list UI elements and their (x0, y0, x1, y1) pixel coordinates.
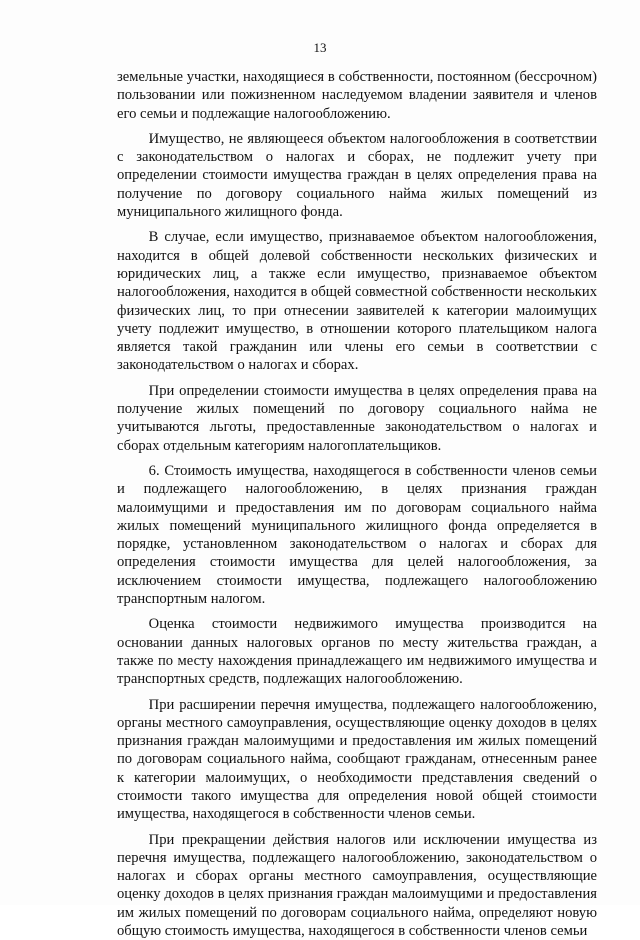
paragraph-3: В случае, если имущество, признаваемое объектом налогообложения, находится в общей долевой собственности нескольких физических и юридических лиц, а также если имущество, признаваемое объектом налогообложения, находится в общей совместной собственности нескольких физических лиц, то при отнесении заявителей к категории малоимущих учету подлежит имущество, в отношении которого плательщиком налога является такой гражданин или члены его семьи в соответствии с законодательством о налогах и сборах. (117, 229, 597, 374)
paragraph-6: Оценка стоимости недвижимого имущества производится на основании данных налоговых органов по месту жительства граждан, а также по месту нахождения принадлежащего им недвижимого имущества и транспортных средств, подлежащих налогообложению. (117, 616, 597, 688)
document-body (117, 68, 597, 940)
paragraph-5: 6. Стоимость имущества, находящегося в собственности членов семьи и подлежащего налогообложению, в целях признания граждан малоимущими и предоставления им по договорам социального найма жилых помещений муниципального жилищного фонда определяется в порядке, установленном законодательством о налогах и сборах для определения стоимости имущества для целей налогообложения, за исключением стоимости имущества, подлежащего налогообложению транспортным налогом. (117, 462, 597, 608)
page-number: 13 (313, 40, 327, 55)
paragraph-2: Имущество, не являющееся объектом налогообложения в соответствии с законодательством о налогах и сборах, не подлежит учету при определении стоимости имущества граждан в целях определения права на получение по договору социального найма жилых помещений из муниципального жилищного фонда. (117, 130, 597, 221)
paragraph-8: При прекращении действия налогов или исключении имущества из перечня имущества, подлежащего налогообложению, законодательством о налогах и сборах органы местного самоуправления, осуществляющие оценку доходов в целях признания граждан малоимущими и предоставления им жилых помещений по договорам социального найма, определяют новую общую стоимость имущества, находящегося в собственности членов семьи (117, 831, 597, 940)
paragraph-1: земельные участки, находящиеся в собственности, постоянном (бессрочном) пользовании или пожизненном наследуемом владении заявителя и членов его семьи и подлежащие налогообложению. (117, 69, 597, 122)
paragraph-7: При расширении перечня имущества, подлежащего налогообложению, органы местного самоуправления, осуществляющие оценку доходов в целях признания граждан малоимущими и предоставления им жилых помещений по договорам социального найма, сообщают гражданам, отнесенным ранее к категории малоимущих, о необходимости представления сведений о стоимости такого имущества для определения новой общей стоимости имущества, находящегося в собственности членов семьи. (117, 696, 597, 823)
paragraph-4: При определении стоимости имущества в целях определения права на получение жилых помещений по договору социального найма не учитываются льготы, предоставленные законодательством о налогах и сборах отдельным категориям налогоплательщиков. (117, 382, 597, 454)
